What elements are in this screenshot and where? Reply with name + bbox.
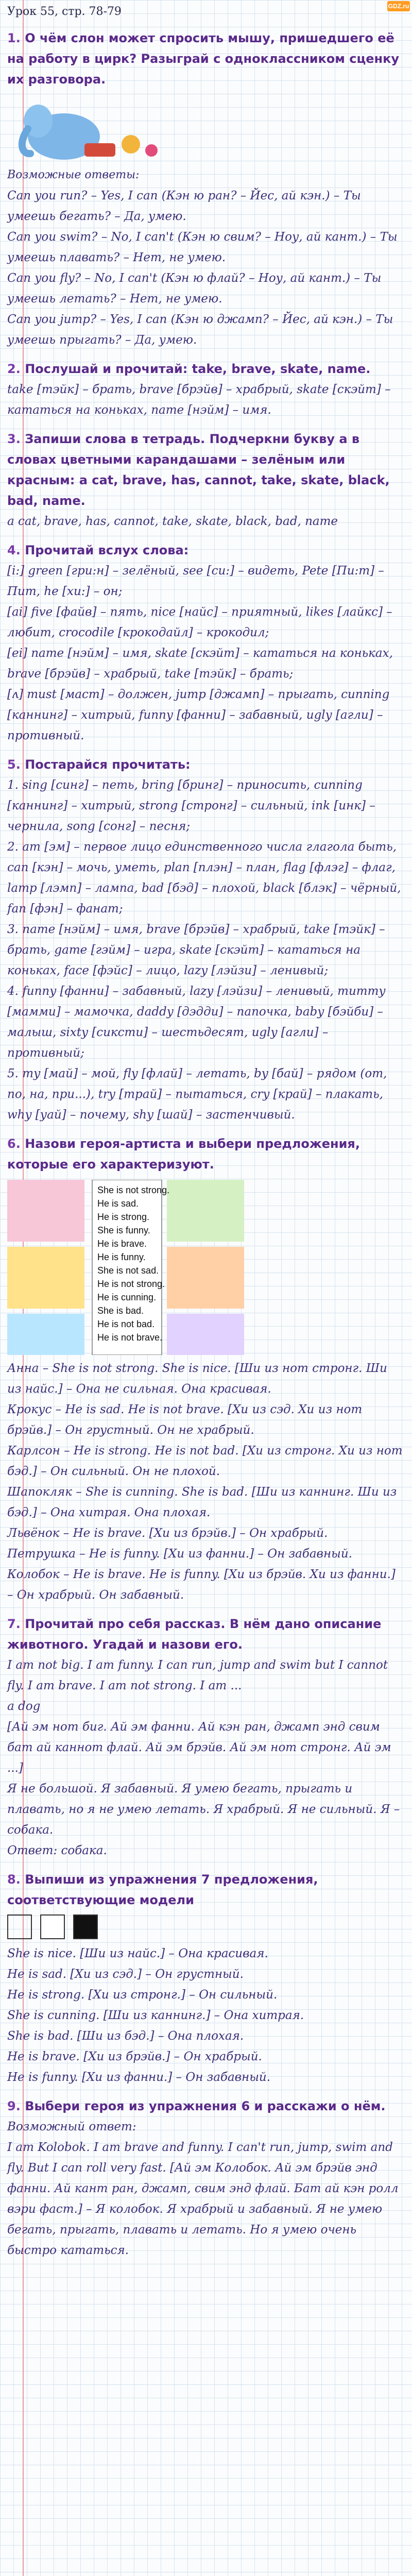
task-number: 5. (7, 757, 21, 772)
task-number: 4. (7, 543, 21, 557)
task-9-line: Возможный ответ: (7, 2120, 136, 2133)
task-4-line: [i:] green [гри:н] – зелёный, see [си:] – видеть, Pete [Пи:т] – Пит, he [хи:] – он; (7, 564, 388, 598)
task-6-line: Шапокляк – She is cunning. She is bad. [Ши из каннинг. Ши из бэд.] – Она хитрая. Она плохая. (7, 1485, 401, 1519)
task-text: Постарайся прочитать: (25, 757, 191, 772)
task-6-line: Анна – She is not strong. She is nice. [Ши из нот стронг. Ши из найс.] – Она не сильная. Она красивая. (7, 1362, 391, 1396)
task-6-line: Крокус – He is sad. He is not brave. [Хи из сэд. Хи из нот брэйв.] – Он грустный. Он не храбрый. (7, 1403, 366, 1437)
task-8-line: She is nice. [Ши из найс.] – Она красивая. (7, 1947, 268, 1960)
exercise-content (7, 0, 405, 2261)
task-number: 2. (7, 362, 21, 376)
card-sentence: He is brave. (97, 1239, 147, 1249)
task-text: Прочитай вслух слова: (25, 543, 189, 557)
task-5-title (7, 754, 405, 775)
card-sentence: She is not sad. (97, 1265, 159, 1276)
card-sentence: He is not brave. (97, 1332, 163, 1343)
task-text: Выбери героя из упражнения 6 и расскажи о нём. (25, 2099, 386, 2113)
task-2-title (7, 359, 405, 379)
task-6-line: Петрушка – He is funny. [Хи из фанни.] – Он забавный. (7, 1547, 352, 1561)
task-9-title (7, 2096, 405, 2116)
task-7-title (7, 1614, 405, 1655)
card-sentence: She is not strong. (97, 1185, 170, 1195)
card-sentence: He is cunning. (97, 1292, 157, 1302)
task-5-line: 5. my [май] – мой, fly [флай] – летать, by [бай] – рядом (от, по, на, при...), try [трай] – пытаться, cry [край] – плакать, why [уай] – почему, shy [шай] – застенчивый. (7, 1067, 391, 1122)
task-2-answer: take [тэйк] – брать, brave [брэйв] – храбрый, skate [скэйт] – кататься на коньках, name [нэйм] – имя. (7, 383, 394, 417)
elephant-mouse-icon (7, 93, 172, 165)
task-5-line: 4. funny [фанни] – забавный, lazy [лэйзи] – ленивый, mummy [мамми] – мамочка, daddy [дэдди] – папочка, baby [бэйби] – малыш, sixty [сиксти] – шестьдесят, ugly [агли] – противный; (7, 985, 389, 1060)
characters-picture (7, 1180, 399, 1355)
model-square-empty (40, 1914, 65, 1939)
answers-label: Возможные ответы: (7, 168, 140, 181)
task-3-answer: a cat, brave, has, cannot, take, skate, black, bad, name (7, 515, 338, 528)
card-sentence: He is funny. (97, 1252, 146, 1262)
answer-line: Can you fly? – No, I can't (Кэн ю флай? – Ноу, ай кант.) – Ты умеешь летать? – Нет, не умею. (7, 272, 385, 306)
task-6-title (7, 1133, 405, 1175)
card-sentence: She is bad. (97, 1306, 144, 1316)
task-text: Послушай и прочитай: take, brave, skate, name. (25, 362, 371, 376)
task-8-line: He is strong. [Хи из стронг.] – Он сильный. (7, 1988, 278, 2002)
task-number: 6. (7, 1137, 21, 1151)
task-4-line: [ei] name [нэйм] – имя, skate [скэйт] – кататься на коньках, brave [брэйв] – храбрый, take [тэйк] – брать; (7, 647, 397, 681)
task-4-title (7, 540, 405, 561)
task-7-line: Я не большой. Я забавный. Я умею бегать, прыгать и плавать, но я не умею летать. Я храбрый. Я не сильный. Я – собака. (7, 1782, 404, 1837)
card-sentence: He is not strong. (97, 1279, 165, 1289)
task-text: Выпиши из упражнения 7 предложения, соответствующие модели (7, 1872, 318, 1907)
task-1-answers (7, 185, 405, 350)
task-5-line: 1. sing [синг] – петь, bring [бринг] – приносить, cunning [каннинг] – хитрый, strong [стронг] – сильный, ink [инк] – чернила, song [сонг] – песня; (7, 778, 380, 833)
answer-line: Can you run? – Yes, I can (Кэн ю ран? – Йес, ай кэн.) – Ты умеешь бегать? – Да, умею. (7, 189, 365, 223)
answer-line: Can you jump? – Yes, I can (Кэн ю джамп? – Йес, ай кэн.) – Ты умеешь прыгать? – Да, умею. (7, 313, 397, 347)
task-8-title (7, 1869, 405, 1910)
card-sentence: She is funny. (97, 1225, 150, 1235)
site-logo[interactable]: GDZ.ru (387, 1, 410, 11)
task-number: 9. (7, 2099, 21, 2113)
model-square-empty (7, 1914, 32, 1939)
task-4-line: [ai] five [файв] – пять, nice [найс] – приятный, likes [лайкс] – любит, crocodile [крокодайл] – крокодил; (7, 605, 397, 639)
task-6-line: Карлсон – He is strong. He is not bad. [Хи из стронг. Хи из нот бэд.] – Он сильный. Он не плохой. (7, 1444, 406, 1478)
task-1-title (7, 28, 405, 90)
task-7-line: a dog (7, 1700, 41, 1713)
card-sentence: He is sad. (97, 1198, 139, 1209)
task-text: Назови героя-артиста и выбери предложения, которые его характеризуют. (7, 1137, 360, 1172)
task-number: 8. (7, 1872, 21, 1887)
task-number: 1. (7, 31, 21, 45)
task-8-line: She is bad. [Ши из бэд.] – Она плохая. (7, 2029, 244, 2043)
elephant-illustration (7, 93, 405, 165)
task-8-line: He is funny. [Хи из фанни.] – Он забавный. (7, 2071, 271, 2084)
task-5-line: 2. am [эм] – первое лицо единственного числа глагола быть, can [кэн] – мочь, уметь, plan [плэн] – план, flag [флэг] – флаг, lamp [лэмп] – лампа, bad [бэд] – плохой, black [блэк] – чёрный, fan [фэн] – фанат; (7, 840, 405, 916)
task-7-line: Ответ: собака. (7, 1844, 107, 1857)
task-8-line: He is sad. [Хи из сэд.] – Он грустный. (7, 1968, 244, 1981)
task-text: Запиши слова в тетрадь. Подчеркни букву а в словах цветными карандашами – зелёным или красным: a cat, brave, has, cannot, take, skate, black, bad, name. (7, 432, 390, 508)
task-5-line: 3. name [нэйм] – имя, brave [брэйв] – храбрый, take [тэйк] – брать, game [гэйм] – игра, skate [скэйт] – кататься на коньках, face [фэйс] – лицо, lazy [лэйзи] – ленивый; (7, 923, 389, 977)
task-7-line: I am not big. I am funny. I can run, jump and swim but I cannot fly. I am brave. I am not strong. I am ... (7, 1658, 392, 1692)
task-8-line: She is cunning. [Ши из каннинг.] – Она хитрая. (7, 2009, 304, 2022)
answer-line: Can you swim? – No, I can't (Кэн ю свим? – Ноу, ай кант.) – Ты умеешь плавать? – Нет, не умею. (7, 230, 401, 264)
task-text: О чём слон может спросить мышу, пришедшего её на работу в цирк? Разыграй с одноклассником сценку их разговора. (7, 31, 400, 87)
task-6-line: Колобок – He is brave. He is funny. [Хи из брэйв. Хи из фанни.] – Он храбрый. Он забавный. (7, 1568, 400, 1602)
task-3-title (7, 429, 405, 511)
task-7-line: [Ай эм нот биг. Ай эм фанни. Ай кэн ран, джамп энд свим бат ай каннот флай. Ай эм брэйв. Ай эм нот стронг. Ай эм ...] (7, 1720, 395, 1775)
model-squares (7, 1914, 405, 1939)
task-number: 7. (7, 1617, 21, 1631)
task-6-line: Львёнок – He is brave. [Хи из брэйв.] – Он храбрый. (7, 1527, 328, 1540)
task-text: Прочитай про себя рассказ. В нём дано описание животного. Угадай и назови его. (7, 1617, 382, 1652)
lesson-header: Урок 55, стр. 78-79 (7, 5, 122, 18)
task-6-illustration (7, 1180, 405, 1355)
card-sentence: He is not bad. (97, 1319, 155, 1329)
task-8-line: He is brave. [Хи из брэйв.] – Он храбрый. (7, 2050, 262, 2063)
card-sentence: He is strong. (97, 1212, 150, 1222)
task-4-line: [ʌ] must [маст] – должен, jump [джамп] – прыгать, cunning [каннинг] – хитрый, funny [фанни] – забавный, ugly [агли] – противный. (7, 688, 393, 742)
task-9-line: I am Kolobok. I am brave and funny. I can't run, jump, swim and fly. But I can roll very fast. [Ай эм Колобок. Ай эм брэйв энд фанни. Ай кант ран, джамп, свим энд флай. Бат ай кэн ролл вэри фаст.] – Я колобок. Я храбрый и забавный. Я не умею бегать, прыгать, плавать и летать. Но я умею очень быстро кататься. (7, 2141, 402, 2257)
model-square-filled (73, 1914, 98, 1939)
task-number: 3. (7, 432, 21, 446)
